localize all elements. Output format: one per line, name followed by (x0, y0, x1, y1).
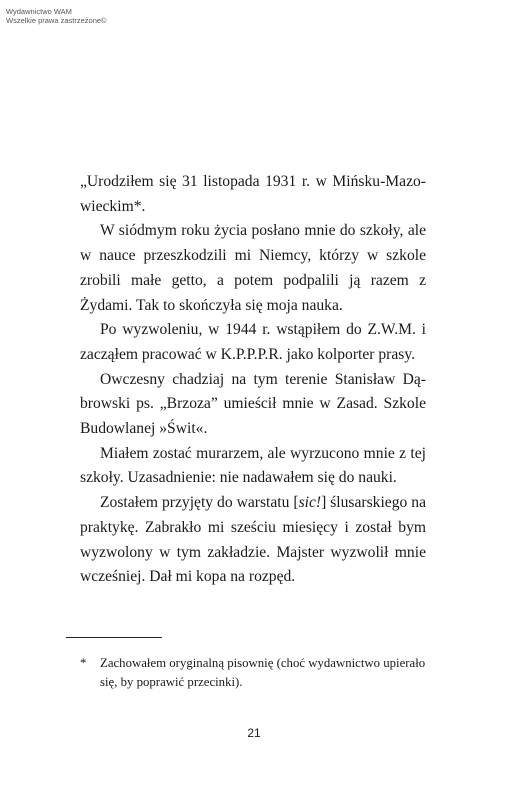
paragraph-1 (80, 170, 426, 219)
footnote-reference-mark: * (133, 197, 142, 215)
publisher-watermark (6, 7, 107, 25)
paragraph-6-after: ] ślusarskiego na praktykę. Zabrakło mi sześciu miesięcy i został bym wyzwolony w tym zakładzie. Majster wyzwolił mnie wcześniej. Dał mi kopa na rozpęd. (80, 494, 426, 586)
paragraph-2: W siódmym roku życia posłano mnie do szkoły, ale w nauce przeszkodzili mi Niemcy, którzy w szkole zrobili małe getto, a potem podpalili ją razem z Żydami. Tak to skończyła się moja nauka. (80, 222, 426, 314)
paragraph-1-end: . (141, 197, 146, 215)
footnote (80, 654, 426, 692)
footnote-mark: * (80, 656, 87, 670)
main-text (80, 170, 426, 590)
paragraph-1-text: „Urodziłem się 31 listopada 1931 r. w Mińsku-Mazowieckim (80, 173, 426, 215)
paragraph-4: Owczesny chadziaj na tym terenie Stanisław Dąbrowski ps. „Brzoza” umieścił mnie w Zasad. Szkole Budowlanej »Świt«. (80, 370, 426, 438)
paragraph-6-before: Zostałem przyjęty do warstatu [ (100, 494, 299, 512)
paragraph-6 (80, 491, 426, 590)
footnote-text: Zachowałem oryginalną pisownię (choć wydawnictwo upierało się, by poprawić przecinki). (100, 656, 426, 689)
paragraph-6-sic: sic! (298, 494, 322, 512)
paragraph-5: Miałem zostać murarzem, ale wyrzucono mnie z tej szkoły. Uzasadnienie: nie nadawałem się do nauki. (80, 444, 426, 487)
page-number: 21 (247, 726, 261, 740)
paragraph-3: Po wyzwoleniu, w 1944 r. wstąpiłem do Z.W.M. i zacząłem pracować w K.P.P.P.R. jako kolporter prasy. (80, 321, 426, 363)
footnote-separator (66, 637, 162, 638)
watermark-line-publisher: Wydawnictwo WAM (6, 7, 72, 16)
watermark-line-copyright: Wszelkie prawa zastrzeżone© (6, 16, 107, 25)
